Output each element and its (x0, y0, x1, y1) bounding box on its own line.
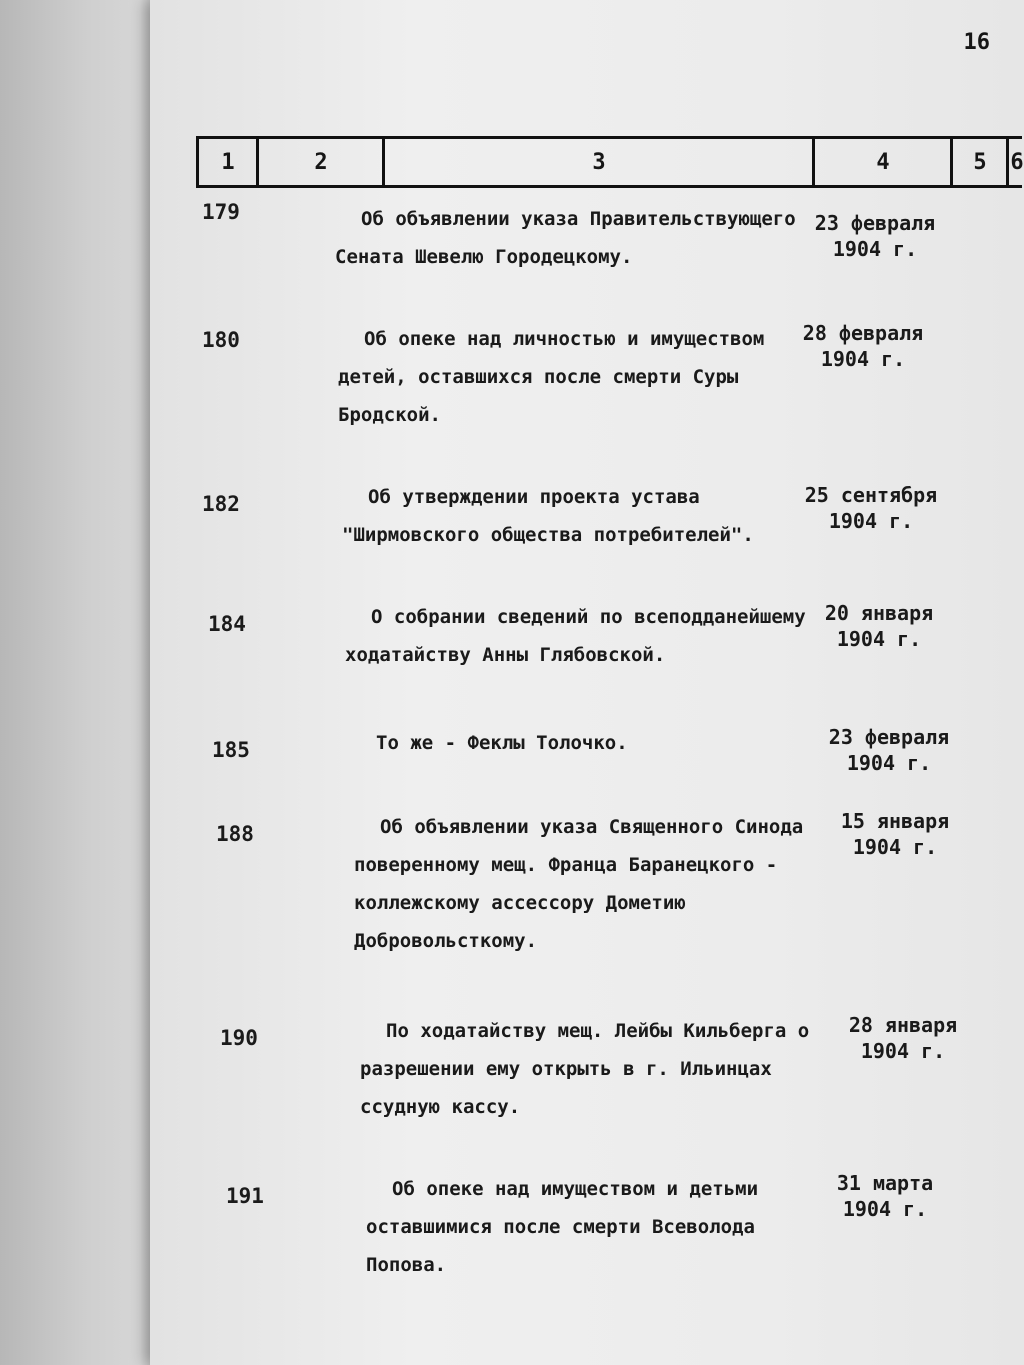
row-number: 180 (202, 328, 240, 352)
row-title: О собрании сведений по всеподданейшему ходатайству Анны Глябовской. (345, 606, 806, 666)
row-date-year: 1904 г. (820, 347, 906, 371)
row-date-day: 23 февраля (828, 725, 950, 749)
row-date-day: 23 февраля (814, 211, 936, 235)
row-title: Об опеке над имуществом и детьми оставшимися после смерти Всеволода Попова. (366, 1178, 759, 1276)
row-title: Об объявлении указа Священного Синода поверенному мещ. Франца Баранецкого - коллежскому ассессору Дометию Добровольсткому. (354, 816, 804, 952)
row-date (796, 482, 946, 534)
row-number: 179 (202, 200, 240, 224)
row-number: 182 (202, 492, 240, 516)
row-date-day: 31 марта (836, 1171, 934, 1195)
header-col-3: 3 (382, 139, 813, 185)
document-page (150, 0, 1024, 1365)
row-date-day: 28 января (848, 1013, 958, 1037)
row-number: 190 (220, 1026, 258, 1050)
header-col-5: 5 (950, 139, 1007, 185)
row-title: То же - Феклы Толочко. (376, 732, 628, 754)
row-date (814, 724, 964, 776)
table-header (196, 136, 1022, 188)
row-date-year: 1904 г. (832, 237, 918, 261)
row-date (800, 210, 950, 262)
row-date-day: 15 января (840, 809, 950, 833)
row-date-year: 1904 г. (828, 509, 914, 533)
row-date-day: 28 февраля (802, 321, 924, 345)
row-title: Об утверждении проекта устава "Ширмовского общества потребителей". (342, 486, 754, 546)
header-col-6: 6 (1006, 139, 1024, 185)
row-date-year: 1904 г. (836, 627, 922, 651)
previous-page-edge (0, 0, 160, 1365)
row-title: Об опеке над личностью и имуществом детей, оставшихся после смерти Суры Бродской. (338, 328, 765, 426)
row-number: 184 (208, 612, 246, 636)
row-number: 191 (226, 1184, 264, 1208)
row-number: 185 (212, 738, 250, 762)
row-date-year: 1904 г. (852, 835, 938, 859)
row-date-year: 1904 г. (842, 1197, 928, 1221)
page-number: 16 (963, 30, 990, 55)
row-date (820, 808, 970, 860)
row-date (788, 320, 938, 372)
row-date (828, 1012, 978, 1064)
row-date (810, 1170, 960, 1222)
row-date-year: 1904 г. (860, 1039, 946, 1063)
row-title: Об объявлении указа Правительствующего Сената Шевелю Городецкому. (335, 208, 796, 268)
row-title: По ходатайству мещ. Лейбы Кильберга о разрешении ему открыть в г. Ильинцах ссудную кассу. (360, 1020, 810, 1118)
header-col-2: 2 (256, 139, 383, 185)
row-number: 188 (216, 822, 254, 846)
row-date-year: 1904 г. (846, 751, 932, 775)
header-col-4: 4 (812, 139, 951, 185)
row-date-day: 25 сентября (804, 483, 938, 507)
row-date-day: 20 января (824, 601, 934, 625)
header-col-1: 1 (196, 139, 257, 185)
row-date (804, 600, 954, 652)
